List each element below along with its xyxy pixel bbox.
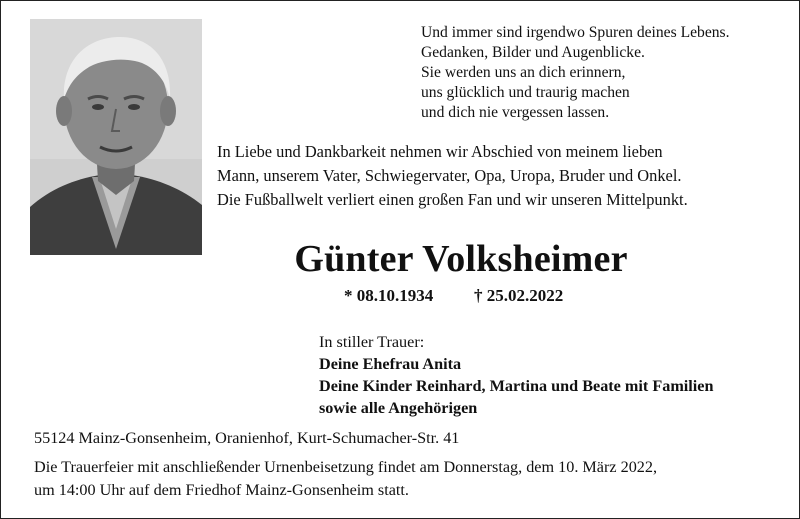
poem-line: uns glücklich und traurig machen <box>421 84 630 101</box>
mourner-line: Deine Kinder Reinhard, Martina und Beate mit Familien <box>319 377 714 395</box>
mourner-line: Deine Ehefrau Anita <box>319 355 462 373</box>
poem-line: Und immer sind irgendwo Spuren deines Lebens. <box>421 24 730 41</box>
poem-verse <box>421 23 730 123</box>
farewell-line: Die Fußballwelt verliert einen großen Fan und wir unseren Mittelpunkt. <box>217 190 688 209</box>
deceased-name: Günter Volksheimer <box>294 238 628 280</box>
mourner-line: sowie alle Angehörigen <box>319 399 478 417</box>
farewell-line: Mann, unserem Vater, Schwiegervater, Opa, Uropa, Bruder und Onkel. <box>217 166 682 185</box>
ceremony-details <box>34 456 657 502</box>
mourners-heading: In stiller Trauer: <box>319 333 425 351</box>
portrait-photo <box>30 19 202 255</box>
farewell-line: In Liebe und Dankbarkeit nehmen wir Abschied von meinem lieben <box>217 142 663 161</box>
poem-line: Sie werden uns an dich erinnern, <box>421 64 626 81</box>
family-address: 55124 Mainz-Gonsenheim, Oranienhof, Kurt-Schumacher-Str. 41 <box>34 429 460 447</box>
ceremony-line: um 14:00 Uhr auf dem Friedhof Mainz-Gonsenheim statt. <box>34 481 409 499</box>
ceremony-line: Die Trauerfeier mit anschließender Urnenbeisetzung findet am Donnerstag, dem 10. März 2022, <box>34 458 658 476</box>
poem-line: und dich nie vergessen lassen. <box>421 104 610 121</box>
poem-line: Gedanken, Bilder und Augenblicke. <box>421 44 645 61</box>
farewell-text <box>217 140 688 212</box>
birth-date: * 08.10.1934 <box>344 286 434 305</box>
mourners-block <box>319 331 713 419</box>
death-date: † 25.02.2022 <box>474 286 564 305</box>
